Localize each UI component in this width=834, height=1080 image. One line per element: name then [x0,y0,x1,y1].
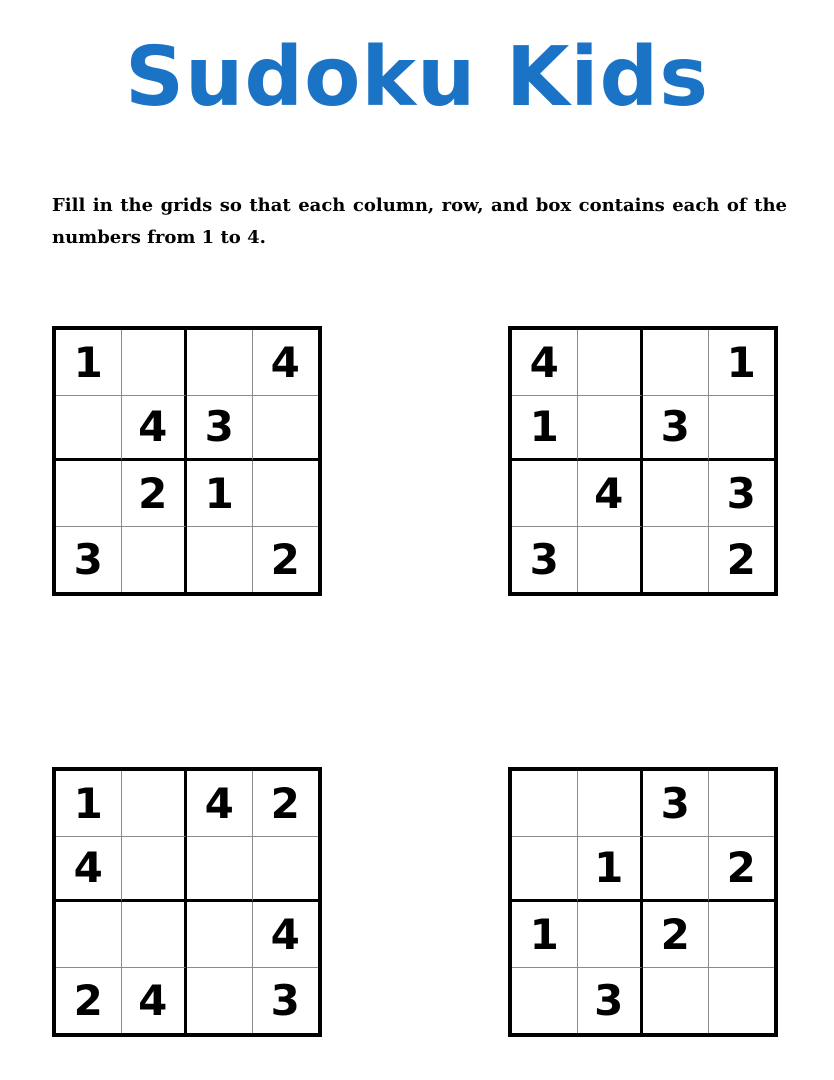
grid-cell[interactable]: 3 [270,975,300,1025]
grid-cell[interactable]: 2 [726,534,756,584]
grid-cell[interactable]: 2 [56,968,122,1034]
grid-cell[interactable]: 3 [578,968,644,1034]
grid-cell[interactable]: 3 [643,771,709,837]
grid-cell[interactable] [56,396,122,462]
grid-cell[interactable] [253,396,319,462]
grid-cell[interactable]: 3 [56,527,122,593]
grid-cell[interactable] [512,771,578,837]
grid-cell[interactable] [187,902,253,968]
page-title: Sudoku Kids [124,30,710,125]
grid-cell[interactable]: 2 [270,534,300,584]
grid-cell[interactable] [187,527,253,593]
grid-cell[interactable] [122,527,188,593]
sudoku-grid-3 [52,767,322,1037]
grid-cell[interactable] [187,837,253,903]
grid-cell[interactable] [187,968,253,1034]
grid-cell[interactable] [709,396,775,462]
grid-cell[interactable] [709,771,775,837]
grid-cell[interactable] [709,902,775,968]
grid-cell[interactable]: 2 [709,837,775,903]
grid-cell[interactable]: 4 [512,330,578,396]
grid-cell[interactable]: 1 [512,902,578,968]
grid-cell[interactable]: 1 [56,330,122,396]
grid-cell[interactable] [56,902,122,968]
grid-cell[interactable]: 4 [253,330,319,396]
grid-cell[interactable]: 1 [709,330,775,396]
grid-cell[interactable] [578,396,644,462]
grid-cell[interactable] [122,330,188,396]
grid-cell[interactable] [512,837,578,903]
instructions-text: Fill in the grids so that each column, row, and box contains each of the numbers from 1 to 4. [52,195,787,248]
grid-cell[interactable]: 1 [512,396,578,462]
sudoku-grid-4 [508,767,778,1037]
grid-cell[interactable] [643,968,709,1034]
grid-cell[interactable] [578,330,644,396]
grid-cell[interactable]: 3 [187,396,253,462]
grid-cell[interactable]: 3 [512,527,578,593]
grid-cell[interactable]: 1 [56,771,122,837]
grid-cell[interactable] [578,527,644,593]
grid-cell[interactable]: 3 [709,461,775,527]
grid-cell[interactable] [512,461,578,527]
grid-cell[interactable]: 4 [122,968,188,1034]
grid-cell[interactable]: 3 [643,396,709,462]
sudoku-grid-2 [508,326,778,596]
grid-cell[interactable] [643,837,709,903]
grid-cell[interactable] [56,461,122,527]
grid-cell[interactable]: 4 [253,902,319,968]
grid-cell[interactable]: 4 [122,396,188,462]
grid-cell[interactable]: 2 [253,771,319,837]
grid-cell[interactable] [187,330,253,396]
grid-cell[interactable] [643,330,709,396]
grid-cell[interactable] [122,771,188,837]
grid-cell[interactable] [253,461,319,527]
grid-cell[interactable] [512,968,578,1034]
grid-cell[interactable]: 4 [578,461,644,527]
sudoku-grid-1 [52,326,322,596]
grid-cell[interactable] [578,771,644,837]
grid-cell[interactable] [253,837,319,903]
grid-cell[interactable]: 4 [187,771,253,837]
grid-cell[interactable]: 1 [187,461,253,527]
grid-cell[interactable]: 2 [643,902,709,968]
grid-cell[interactable] [643,461,709,527]
grid-cell[interactable] [578,902,644,968]
grid-cell[interactable] [709,968,775,1034]
grid-cell[interactable]: 4 [56,837,122,903]
grid-cell[interactable] [643,527,709,593]
grid-cell[interactable]: 1 [578,837,644,903]
grid-cell[interactable] [122,837,188,903]
grid-cell[interactable] [122,902,188,968]
grid-cell[interactable]: 2 [122,461,188,527]
